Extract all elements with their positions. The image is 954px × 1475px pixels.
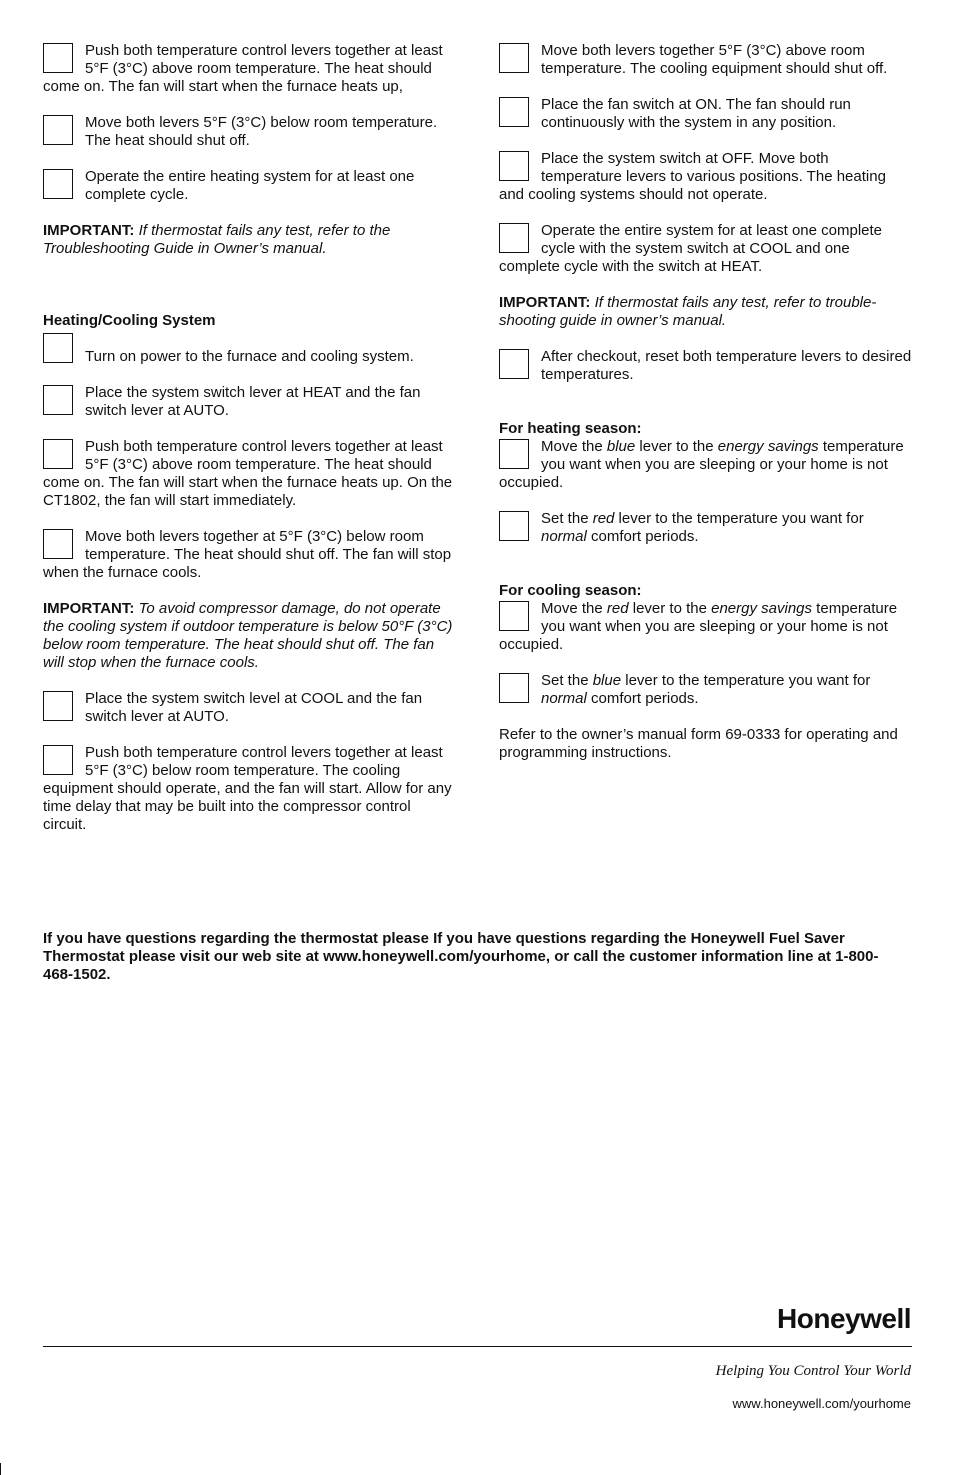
- checkbox[interactable]: [43, 43, 73, 73]
- important-label: IMPORTANT:: [499, 294, 591, 311]
- checklist-item-text: Operate the entire system for at least one complete cycle with the system switch at COOL and one complete cycle with the switch at HEAT.: [499, 222, 883, 275]
- website-link[interactable]: www.honeywell.com/yourhome: [732, 1396, 911, 1411]
- cooling-season-title: For cooling season:: [499, 582, 642, 599]
- checkbox[interactable]: [499, 439, 529, 469]
- checklist-item-text: Operate the entire heating system for at least one complete cycle.: [85, 168, 415, 203]
- checklist-item: [499, 96, 913, 132]
- checklist-item: [499, 510, 913, 546]
- checklist-item: [43, 528, 457, 582]
- checklist-item-text: Place the system switch at OFF. Move both temperature levers to various positions. The heating and cooling systems should not operate.: [499, 150, 886, 203]
- checkbox[interactable]: [43, 385, 73, 415]
- checklist-item-text: Push both temperature control levers together at least 5°F (3°C) above room temperature. The heat should come on. The fan will start when the furnace heats up,: [43, 42, 443, 95]
- important-note: [499, 294, 913, 330]
- contact-note: If you have questions regarding the thermostat please If you have questions regarding the Honeywell Fuel Saver Thermostat please visit our web site at www.honeywell.com/yourhome, or call the customer information line at 1-800-468-1502.: [43, 930, 879, 983]
- checklist-item: [499, 150, 913, 204]
- refer-text: Refer to the owner’s manual form 69-0333 for operating and programming instructions.: [499, 726, 898, 761]
- checklist-item-text: Push both temperature control levers together at least 5°F (3°C) above room temperature. The heat should come on. The fan will start when the furnace heats up. On the CT1802, the fan will start immediately.: [43, 438, 453, 509]
- checklist-item-text: Turn on power to the furnace and cooling system.: [85, 348, 414, 365]
- checklist-item-text: Move the red lever to the energy savings temperature you want when you are sleeping or your home is not occupied.: [499, 600, 898, 653]
- divider: [43, 1346, 912, 1347]
- checklist-item-text: Push both temperature control levers together at least 5°F (3°C) below room temperature. The cooling equipment should operate, and the fan will start. Allow for any time delay that may be built into the compressor control circuit.: [43, 744, 452, 833]
- checklist-item-text: Move the blue lever to the energy savings temperature you want when you are sleeping or your home is not occupied.: [499, 438, 904, 491]
- checklist-item-text: Set the red lever to the temperature you want for normal comfort periods.: [541, 510, 864, 545]
- important-label: IMPORTANT:: [43, 222, 135, 239]
- checklist-item: [499, 222, 913, 276]
- checklist-item-text: After checkout, reset both temperature levers to desired temperatures.: [541, 348, 912, 383]
- checklist-item: [499, 672, 913, 708]
- checkbox[interactable]: [499, 151, 529, 181]
- checkbox[interactable]: [499, 673, 529, 703]
- important-note: [43, 222, 457, 258]
- checkbox[interactable]: [499, 349, 529, 379]
- checkbox[interactable]: [43, 529, 73, 559]
- checkbox[interactable]: [43, 169, 73, 199]
- checkbox[interactable]: [499, 601, 529, 631]
- checklist-item: [43, 744, 457, 834]
- important-label: IMPORTANT:: [43, 600, 135, 617]
- checklist-item: [43, 42, 457, 96]
- checklist-item: [43, 332, 457, 366]
- tagline: Helping You Control Your World: [715, 1363, 911, 1379]
- checkbox[interactable]: [499, 43, 529, 73]
- checkbox[interactable]: [43, 439, 73, 469]
- important-text: If thermostat fails any test, refer to trouble-shooting guide in owner’s manual.: [499, 294, 877, 329]
- checklist-item: [43, 384, 457, 420]
- checkbox[interactable]: [43, 691, 73, 721]
- checklist-item-text: Set the blue lever to the temperature you want for normal comfort periods.: [541, 672, 871, 707]
- checklist-item-text: Move both levers together at 5°F (3°C) below room temperature. The heat should shut off. The fan will stop when the furnace cools.: [43, 528, 452, 581]
- checkbox[interactable]: [499, 97, 529, 127]
- checkbox[interactable]: [499, 223, 529, 253]
- honeywell-logo: Honeywell: [777, 1303, 911, 1334]
- checklist-item-text: Place the system switch level at COOL and the fan switch lever at AUTO.: [85, 690, 423, 725]
- checklist-item: [43, 168, 457, 204]
- heating-season-title: For heating season:: [499, 420, 642, 437]
- checklist-item-text: Place the system switch lever at HEAT and the fan switch lever at AUTO.: [85, 384, 421, 419]
- checklist-item: [499, 42, 913, 78]
- checkbox[interactable]: [43, 333, 73, 363]
- important-text: If thermostat fails any test, refer to the Troubleshooting Guide in Owner’s manual.: [43, 222, 391, 257]
- checkbox[interactable]: [43, 745, 73, 775]
- right-column: [499, 42, 913, 762]
- checklist-item-text: Place the fan switch at ON. The fan should run continuously with the system in any position.: [541, 96, 851, 131]
- checklist-item: [499, 438, 913, 492]
- checklist-item: [43, 114, 457, 150]
- checklist-item: [499, 348, 913, 384]
- left-column: [43, 42, 457, 852]
- checkbox[interactable]: [43, 115, 73, 145]
- checkbox[interactable]: [499, 511, 529, 541]
- checklist-item-text: Move both levers 5°F (3°C) below room temperature. The heat should shut off.: [85, 114, 438, 149]
- checklist-item: [499, 600, 913, 654]
- important-text: To avoid compressor damage, do not operate the cooling system if outdoor temperature is below 50°F (3°C) below room temperature. The heat should shut off. The fan will stop when the furnace cools.: [43, 600, 453, 671]
- page-edge-mark: [0, 1463, 1, 1475]
- important-note: [43, 600, 457, 672]
- checklist-item-text: Move both levers together 5°F (3°C) above room temperature. The cooling equipment should shut off.: [541, 42, 888, 77]
- checklist-item: [43, 438, 457, 510]
- checklist-item: [43, 690, 457, 726]
- section-title: Heating/Cooling System: [43, 312, 216, 329]
